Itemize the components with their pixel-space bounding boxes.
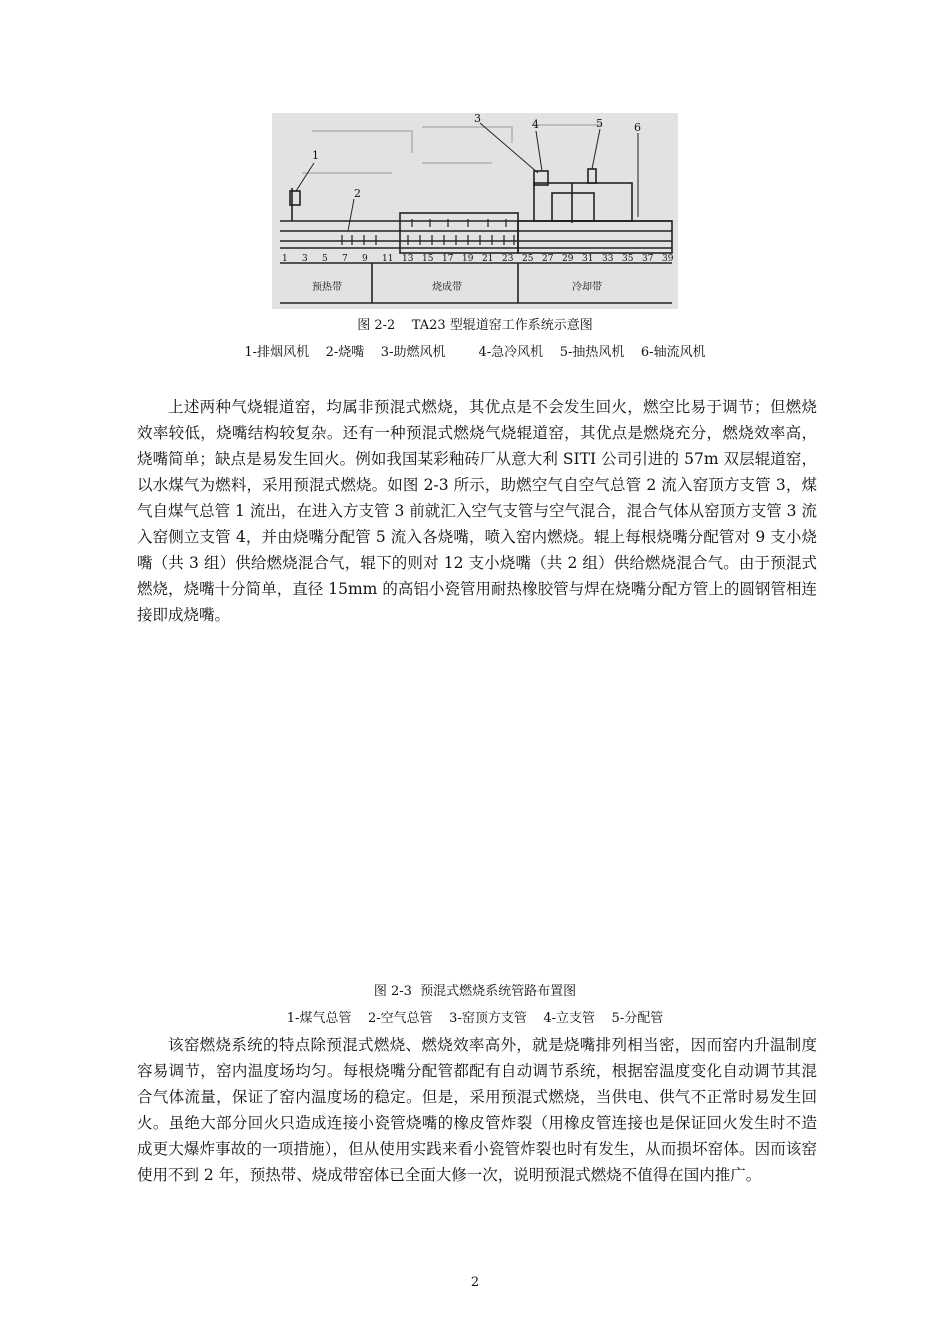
tick-label: 29 xyxy=(562,254,574,264)
callout-5: 5 xyxy=(596,117,603,130)
zone-firing: 烧成带 xyxy=(432,282,462,293)
body-paragraph-2 xyxy=(137,1032,817,1188)
callout-4: 4 xyxy=(532,118,539,131)
tick-label: 9 xyxy=(362,254,368,264)
figure-2-2-image xyxy=(272,113,678,309)
paragraph-2-text: 该窑燃烧系统的特点除预混式燃烧、燃烧效率高外，就是烧嘴排列相当密，因而窑内升温制度容易调节，窑内温度场均匀。每根烧嘴分配管都配有自动调节系统，根据窑温度变化自动调节其混合气体流量，保证了窑内温度场的稳定。但是，采用预混式燃烧，当供电、供气不正常时易发生回火。虽绝大部分回火只造成连接小瓷管烧嘴的橡皮管炸裂（用橡皮管连接也是保证回火发生时不造成更大爆炸事故的一项措施），但从使用实践来看小瓷管炸裂也时有发生，从而损坏窑体。因而该窑使用不到 2 年，预热带、烧成带窑体已全面大修一次，说明预混式燃烧不值得在国内推广。 xyxy=(137,1036,817,1184)
tick-label: 15 xyxy=(422,254,434,264)
tick-label: 23 xyxy=(502,254,514,264)
tick-label: 5 xyxy=(322,254,328,264)
tick-label: 11 xyxy=(382,254,394,264)
tick-label: 27 xyxy=(542,254,554,264)
tick-label: 35 xyxy=(622,254,634,264)
callout-2: 2 xyxy=(354,187,361,200)
callout-6: 6 xyxy=(634,121,641,134)
tick-label: 7 xyxy=(342,254,348,264)
body-paragraph-1 xyxy=(137,394,817,628)
tick-label: 1 xyxy=(282,254,288,264)
tick-label: 31 xyxy=(582,254,594,264)
callout-3: 3 xyxy=(474,113,481,125)
kiln-schematic xyxy=(272,113,678,309)
tick-label: 33 xyxy=(602,254,614,264)
figure-2-3-area xyxy=(137,660,817,960)
page-number: 2 xyxy=(470,1275,480,1290)
paragraph-1-text: 上述两种气烧辊道窑，均属非预混式燃烧，其优点是不会发生回火，燃空比易于调节；但燃烧效率较低，烧嘴结构较复杂。还有一种预混式燃烧气烧辊道窑，其优点是燃烧充分，燃烧效率高，烧嘴简单；缺点是易发生回火。例如我国某彩釉砖厂从意大利 SITI 公司引进的 57m 双层辊道窑，以水煤气为燃料，采用预混式燃烧。如图 2-3 所示，助燃空气自空气总管 2 流入窑顶方支管 3，煤气自煤气总管 1 流出，在进入方支管 3 前就汇入空气支管与空气混合，混合气体从窑顶方支管 3 流入窑侧立支管 4，并由烧嘴分配管 5 流入各烧嘴，喷入窑内燃烧。辊上每根烧嘴分配管对 9 支小烧嘴（共 3 组）供给燃烧混合气，辊下的则对 12 支小烧嘴（共 2 组）供给燃烧混合气。由于预混式燃烧，烧嘴十分简单，直径 15mm 的高铝小瓷管用耐热橡胶管与焊在烧嘴分配方管上的圆钢管相连接即成烧嘴。 xyxy=(137,398,817,624)
figure-2-3-legend: 1-煤气总管 2-空气总管 3-窑顶方支管 4-立支管 5-分配管 xyxy=(286,1011,664,1026)
figure-2-2-caption: 图 2-2 TA23 型辊道窑工作系统示意图 xyxy=(357,318,593,333)
tick-label: 17 xyxy=(442,254,454,264)
tick-label: 25 xyxy=(522,254,534,264)
callout-1: 1 xyxy=(312,149,319,162)
tick-label: 21 xyxy=(482,254,494,264)
tick-label: 13 xyxy=(402,254,414,264)
zone-cooling: 冷却带 xyxy=(572,282,602,293)
tick-label: 39 xyxy=(662,254,674,264)
zone-preheat: 预热带 xyxy=(312,282,342,293)
tick-label: 37 xyxy=(642,254,654,264)
figure-2-2-legend: 1-排烟风机 2-烧嘴 3-助燃风机 4-急冷风机 5-抽热风机 6-轴流风机 xyxy=(244,345,706,360)
tick-label: 3 xyxy=(302,254,308,264)
tick-label: 19 xyxy=(462,254,474,264)
figure-2-3-caption: 图 2-3 预混式燃烧系统管路布置图 xyxy=(373,984,577,999)
